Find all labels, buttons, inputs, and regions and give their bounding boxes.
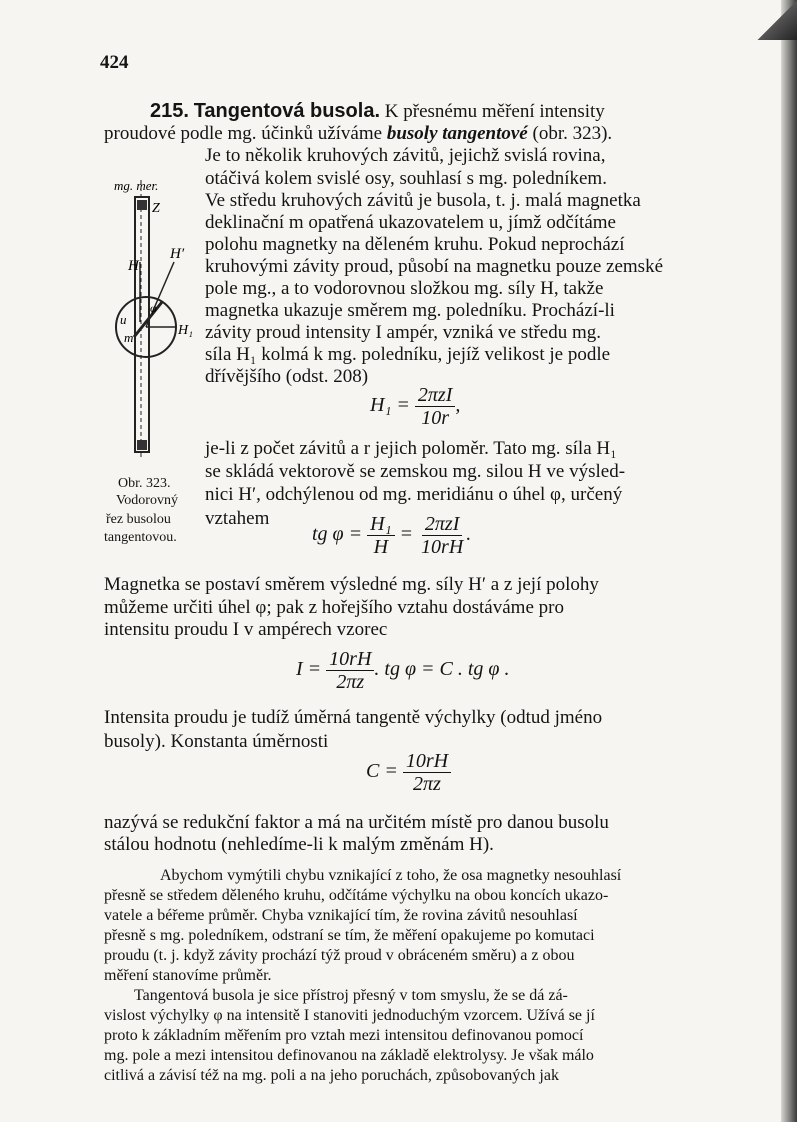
- figure-tangent-galvanometer: [104, 172, 204, 462]
- formula3-tail: . tg φ = C . tg φ .: [374, 658, 510, 681]
- formula3-fraction: [326, 648, 374, 693]
- para1-line-7: pole mg., a to vodorovnou složkou mg. síly H, takže: [205, 278, 604, 299]
- formula1-fraction: [415, 384, 455, 429]
- para1-line-3: Ve středu kruhových závitů je busola, t. j. malá magnetka: [205, 190, 641, 211]
- label-u: u: [120, 312, 127, 327]
- section-line-2: [104, 123, 612, 145]
- para5-line-2: stálou hodnotu (nehledíme-li k malým změnám H).: [104, 834, 494, 855]
- small-para2-line-3: proto k základním měřením pro vztah mezi intensitou definovanou pomocí: [104, 1027, 584, 1044]
- page-corner-tear: [737, 0, 797, 40]
- section-number: 215.: [150, 100, 189, 122]
- figure-caption-number: Obr. 323.: [118, 476, 171, 491]
- figure-caption-line-3: tangentovou.: [104, 530, 177, 545]
- para2-line-1: je-li z počet závitů a r jejich poloměr. Tato mg. síla H₁: [205, 438, 617, 459]
- small-para2-line-4: mg. pole a mezi intensitou definovanou na základě elektrolysy. Je však málo: [104, 1047, 594, 1064]
- small-para1-line-3: vatele a béřeme průměr. Chyba vznikající tím, že rovina závitů nesouhlasí: [104, 907, 578, 924]
- para1-line-11: dřívějšího (odst. 208): [205, 366, 369, 387]
- formula3-numerator: 10rH: [326, 648, 374, 671]
- formula4-denominator: 2πz: [413, 773, 441, 795]
- formula2-numerator-2: 2πzI: [422, 513, 462, 536]
- small-para1-line-6: měření stanovíme průměr.: [104, 967, 272, 984]
- formula-c: [366, 750, 451, 795]
- label-z: Z: [152, 201, 160, 216]
- para1-line-9: závity proud intensity I ampér, vzniká ve středu mg.: [205, 322, 602, 343]
- line2-text-a: proudové podle mg. účinků užíváme: [104, 123, 387, 144]
- formula2-equals: =: [399, 523, 414, 546]
- small-para1-line-2: přesně se středem děleného kruhu, odčítáme výchylku na obou koncích ukazo-: [104, 887, 609, 904]
- section-intro: K přesnému měření intensity: [384, 101, 605, 122]
- small-para1-line-1: Abychom vymýtili chybu vznikající z toho, že osa magnetky nesouhlasí: [160, 867, 622, 884]
- line2-emphasis: busoly tangentové: [386, 123, 528, 144]
- formula1-numerator: 2πzI: [415, 384, 455, 407]
- label-m: m: [124, 330, 134, 345]
- formula1-tail: ,: [455, 394, 461, 417]
- para1-line-6: kruhovými závity proud, působí na magnetku pouze zemské: [205, 256, 664, 277]
- para1-line-5: polohu magnetky na děleném kruhu. Pokud neprochází: [205, 234, 625, 255]
- section-title: Tangentová busola.: [193, 100, 381, 122]
- small-para2-line-2: vislost výchylky φ na intensitě I stanoviti jednoduchým vzorcem. Užívá se jí: [104, 1007, 595, 1024]
- formula-intensity: [296, 648, 509, 693]
- formula4-numerator: 10rH: [403, 750, 451, 773]
- formula2-denominator-2: 10rH: [421, 536, 464, 558]
- small-para2-line-1: Tangentová busola je sice přístroj přesný v tom smyslu, že se dá zá-: [134, 987, 568, 1004]
- para1-line-4: deklinační m opatřená ukazovatelem u, jímž odčítáme: [205, 212, 616, 233]
- formula2-fraction-1: [367, 513, 394, 558]
- formula2-lhs: tg φ =: [312, 523, 363, 546]
- para3-line-3: intensitu proudu I v ampérech vzorec: [104, 619, 388, 640]
- formula1-denominator: 10r: [421, 407, 450, 429]
- para1-line-2: otáčivá kolem svislé osy, souhlasí s mg. poledníkem.: [205, 168, 607, 189]
- label-h-prime: H′: [170, 246, 185, 262]
- label-phi: φ: [150, 301, 157, 315]
- formula2-fraction-2: [418, 513, 466, 558]
- para2-line-3: nici H′, odchýlenou od mg. meridiánu o úhel φ, určený: [205, 484, 623, 505]
- formula4-fraction: [403, 750, 451, 795]
- para1-line-1: Je to několik kruhových závitů, jejichž svislá rovina,: [205, 145, 606, 166]
- para3-line-2: můžeme určiti úhel φ; pak z hořejšího vztahu dostáváme pro: [104, 597, 564, 618]
- small-para2-line-5: citlivá a závisí též na mg. poli a na jeho poruchách, způsobovaných jak: [104, 1067, 559, 1084]
- formula2-numerator-1: H₁: [367, 513, 394, 536]
- figure-caption-line-2: řez busolou: [106, 512, 171, 527]
- coil-bottom-windings: [137, 440, 147, 450]
- formula-h1: [370, 384, 460, 429]
- page-number: 424: [100, 52, 129, 73]
- page-edge-shadow: [781, 0, 797, 1122]
- small-para1-line-4: přesně s mg. poledníkem, odstraní se tím, že měření opakujeme po komutaci: [104, 927, 595, 944]
- formula1-lhs: H₁ =: [370, 394, 410, 417]
- section-heading-line: [150, 100, 730, 123]
- coil-top-windings: [137, 200, 147, 210]
- figure-caption-line-1: Vodorovný: [116, 493, 178, 508]
- para4-line-1: Intensita proudu je tudíž úměrná tangentě výchylky (odtud jméno: [104, 707, 603, 728]
- label-mg-mer: mg. mer.: [114, 178, 159, 193]
- label-h1: H₁: [178, 323, 193, 338]
- label-h: H: [128, 258, 139, 274]
- para2-line-4: vztahem: [205, 508, 270, 529]
- small-para1-line-5: proudu (t. j. když závity prochází týž proud v obráceném směru) a z obou: [104, 947, 575, 964]
- para1-line-8: magnetka ukazuje směrem mg. poledníku. Prochází-li: [205, 300, 615, 321]
- formula2-tail: .: [466, 523, 472, 546]
- line2-text-b: (obr. 323).: [527, 123, 613, 144]
- para4-line-2: busoly). Konstanta úměrnosti: [104, 731, 329, 752]
- formula4-lhs: C =: [366, 760, 398, 783]
- formula3-denominator: 2πz: [336, 671, 365, 693]
- para2-line-2: se skládá vektorově se zemskou mg. silou H ve výsled-: [205, 461, 626, 482]
- formula2-denominator-1: H: [373, 536, 389, 558]
- para1-line-10: síla H₁ kolmá k mg. poledníku, jejíž velikost je podle: [205, 344, 611, 365]
- para3-line-1: Magnetka se postaví směrem výsledné mg. síly H′ a z její polohy: [104, 574, 599, 595]
- formula-tg-phi: [312, 513, 471, 558]
- formula3-lhs: I =: [296, 658, 322, 681]
- para5-line-1: nazývá se redukční faktor a má na určitém místě pro danou busolu: [104, 812, 609, 833]
